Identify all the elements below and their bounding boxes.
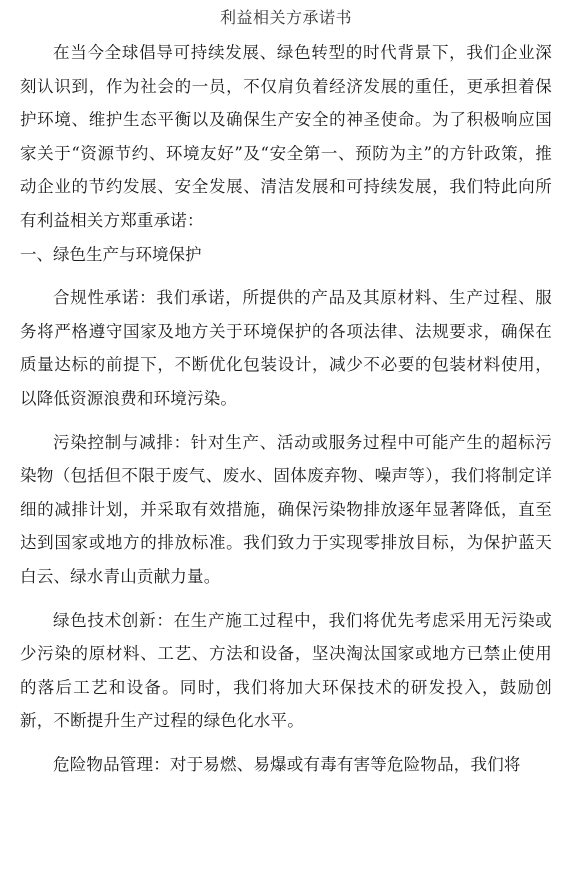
- paragraph-gap: [20, 594, 552, 604]
- paragraph-gap: [20, 738, 552, 748]
- paragraph-pollution-control: 污染控制与减排：针对生产、活动或服务过程中可能产生的超标污染物（包括但不限于废气、废水、固体废弃物、噪声等），我们将制定详细的减排计划，并采取有效措施，确保污染物排放逐年显著降低，直至达到国家或地方的排放标准。我们致力于实现零排放目标，为保护蓝天白云、绿水青山贡献力量。: [20, 432, 552, 586]
- paragraph-green-innovation: 绿色技术创新：在生产施工过程中，我们将优先考虑采用无污染或少污染的原材料、工艺、方法和设备，坚决淘汰国家或地方已禁止使用的落后工艺和设备。同时，我们将加大环保技术的研发投入，鼓励创新，不断提升生产过程的绿色化水平。: [20, 610, 552, 731]
- intro-paragraph: 在当今全球倡导可持续发展、绿色转型的时代背景下，我们企业深刻认识到，作为社会的一员，不仅肩负着经济发展的重任，更承担着保护环境、维护生态平衡以及确保生产安全的神圣使命。为了积极响应国家关于“资源节约、环境友好”及“安全第一、预防为主”的方针政策，推动企业的节约发展、安全发展、清洁发展和可持续发展，我们特此向所有利益相关方郑重承诺：: [20, 43, 552, 230]
- section-heading-green-production: 一、绿色生产与环境保护: [20, 244, 202, 264]
- paragraph-hazard-management: 危险物品管理：对于易燃、易爆或有毒有害等危险物品，我们将: [53, 754, 521, 774]
- document-title: 利益相关方承诺书: [219, 8, 352, 27]
- paragraph-gap: [20, 271, 552, 281]
- paragraph-gap: [20, 416, 552, 426]
- paragraph-compliance: 合规性承诺：我们承诺，所提供的产品及其原材料、生产过程、服务将严格遵守国家及地方关于环境保护的各项法律、法规要求，确保在质量达标的前提下，不断优化包装设计，减少不必要的包装材料使用，以降低资源浪费和环境污染。: [20, 288, 552, 408]
